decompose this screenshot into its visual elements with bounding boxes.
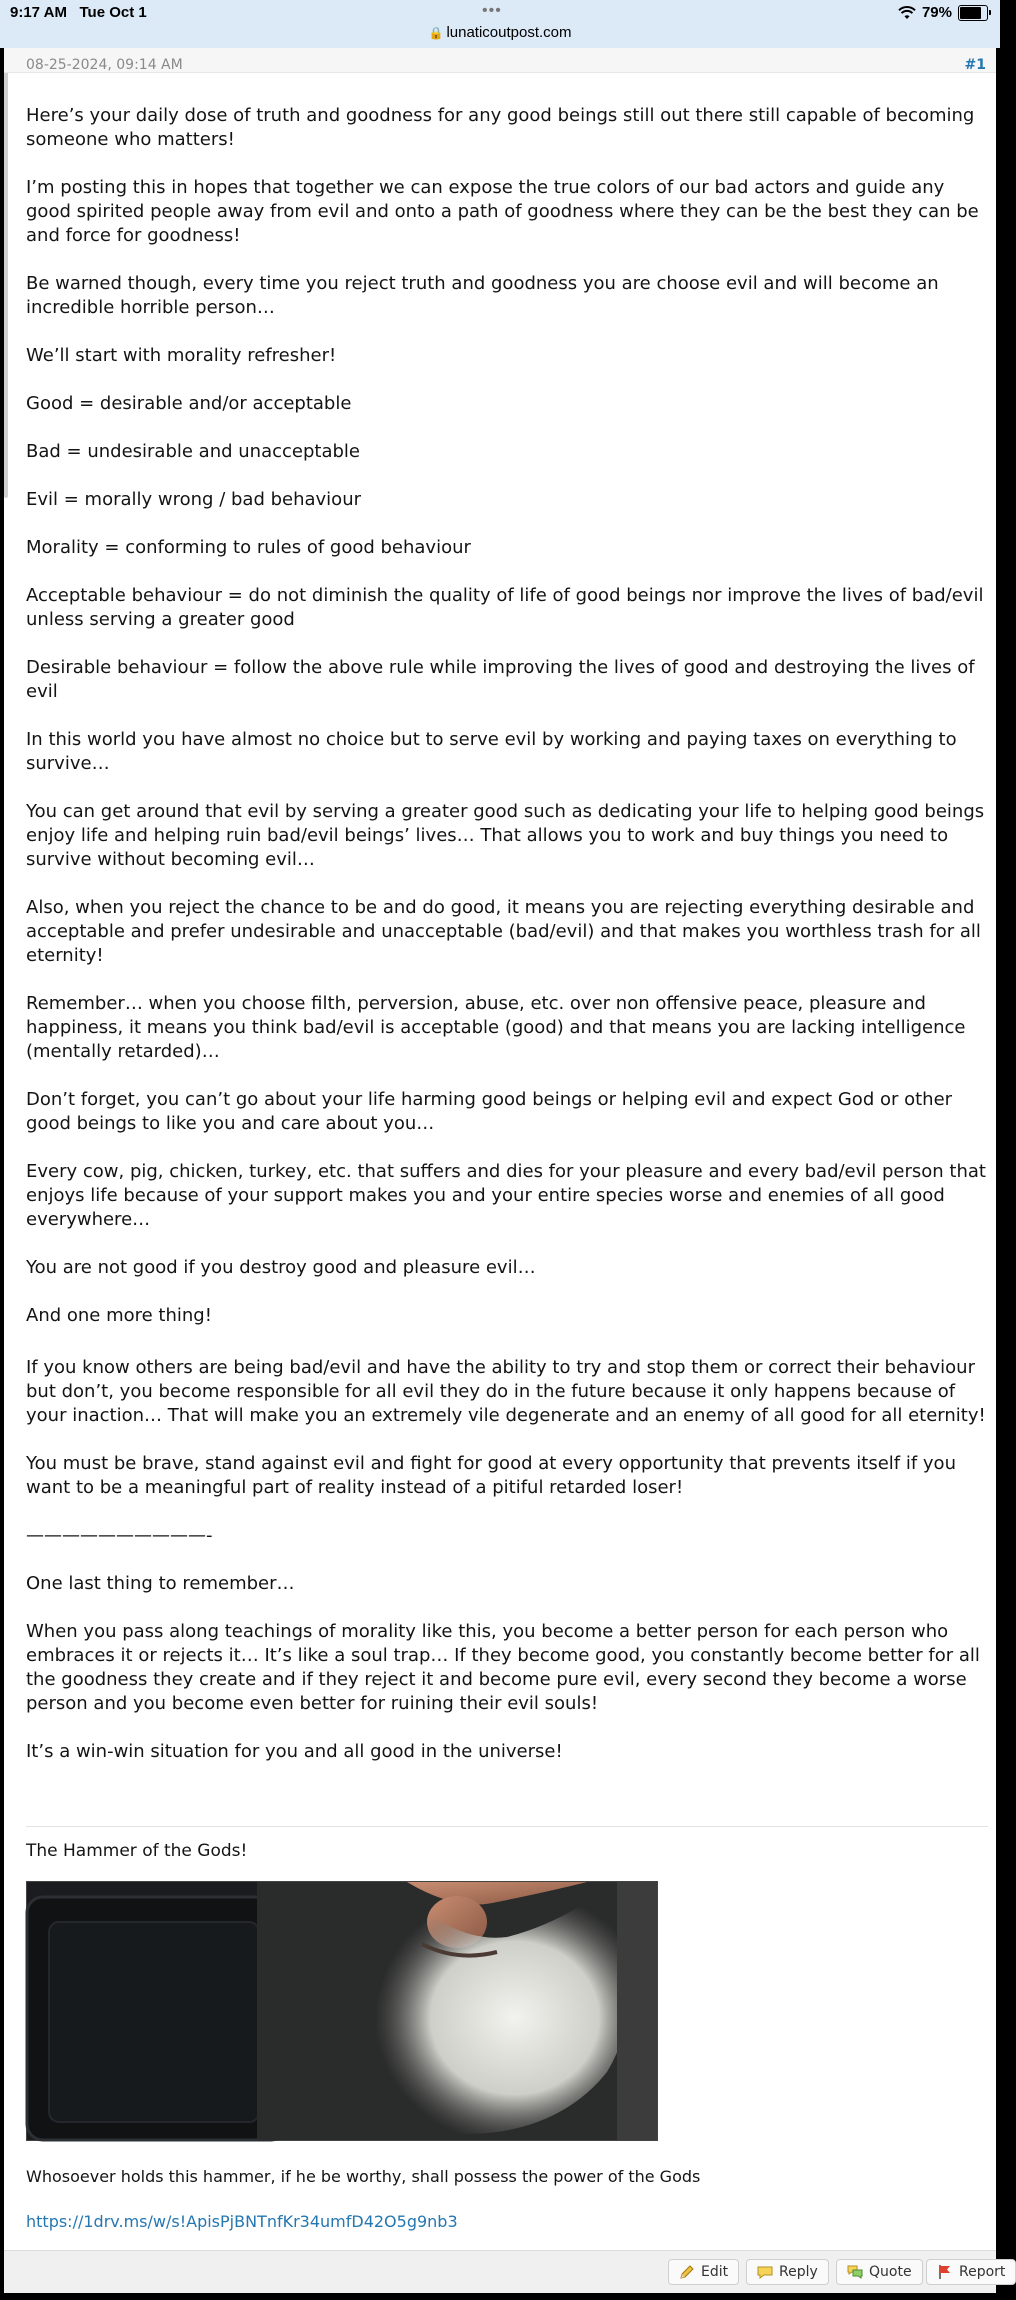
status-bar — [0, 0, 1000, 49]
bearded-man-image — [27, 1882, 657, 2140]
reply-label: Reply — [779, 2264, 818, 2280]
post-paragraph: Desirable behaviour = follow the above rule while improving the lives of good and destroying the lives of evil — [26, 657, 975, 702]
quote-label: Quote — [869, 2264, 912, 2280]
post-paragraph: Evil = morally wrong / bad behaviour — [26, 489, 362, 510]
edit-button[interactable] — [668, 2259, 739, 2285]
quote-button[interactable] — [836, 2259, 923, 2285]
post-paragraph: Good = desirable and/or acceptable — [26, 393, 352, 414]
battery-percent: 79% — [921, 4, 952, 21]
post-paragraph: Every cow, pig, chicken, turkey, etc. that suffers and dies for your pleasure and every bad/evil person that enjoys life because of your support makes you and your entire species worse and enemies of all good everywhere… — [26, 1161, 986, 1230]
post-paragraph: Bad = undesirable and unacceptable — [26, 441, 360, 462]
post-paragraph: One last thing to remember… — [26, 1573, 295, 1594]
post-number-link[interactable]: #1 — [964, 57, 986, 73]
post-paragraph: And one more thing! — [26, 1305, 212, 1326]
wifi-icon — [898, 6, 916, 20]
post-paragraph: If you know others are being bad/evil and have the ability to try and stop them or correct their behaviour but don’t, you become responsible for all evil they do in the future because it only happens because of your inaction… That will make you an extremely vile degenerate and an enemy of all good for all eternity! — [26, 1357, 986, 1426]
quote-bubbles-icon — [847, 2264, 863, 2280]
post-paragraph: It’s a win-win situation for you and all good in the universe! — [26, 1741, 563, 1762]
post-paragraph: Remember… when you choose filth, perversion, abuse, etc. over non offensive peace, pleasure and happiness, it means you think bad/evil is acceptable (good) and that means you are lacking intelligence (mentally retarded)… — [26, 993, 966, 1062]
signature-caption: Whosoever holds this hammer, if he be worthy, shall possess the power of the Gods — [26, 2167, 701, 2186]
flag-icon — [937, 2264, 953, 2280]
clock-date: Tue Oct 1 — [79, 4, 147, 21]
post-paragraph: Be warned though, every time you reject truth and goodness you are choose evil and will become an incredible horrible person… — [26, 273, 939, 318]
report-label: Report — [959, 2264, 1006, 2280]
post-paragraph: We’ll start with morality refresher! — [26, 345, 337, 366]
post-paragraph: Acceptable behaviour = do not diminish the quality of life of good beings nor improve the lives of bad/evil unless serving a greater good — [26, 585, 984, 630]
edit-label: Edit — [701, 2264, 729, 2280]
post-paragraph: I’m posting this in hopes that together we can expose the true colors of our bad actors and guide any good spirited people away from evil and onto a path of goodness where they can be the best they can be and force for goodness! — [26, 177, 979, 246]
battery-fill — [960, 7, 981, 19]
post-action-bar — [4, 2250, 1006, 2293]
page-frame — [0, 48, 1006, 2300]
post-paragraph: Don’t forget, you can’t go about your life harming good beings or helping evil and expect God or other good beings to like you and care about you… — [26, 1089, 953, 1134]
lock-icon: 🔒 — [428, 26, 444, 40]
report-button[interactable] — [926, 2259, 1016, 2285]
post-paragraph: Also, when you reject the chance to be and do good, it means you are rejecting everything desirable and acceptable and prefer undesirable and unacceptable (bad/evil) and that makes you worthless trash for all eternity! — [26, 897, 981, 966]
scroll-indicator[interactable] — [4, 68, 8, 498]
post-divider-text: ——————————- — [26, 1525, 213, 1546]
signature-title: The Hammer of the Gods! — [26, 1841, 248, 1861]
address-bar[interactable] — [0, 24, 1000, 41]
multitask-dots-icon[interactable]: ••• — [482, 2, 502, 19]
status-right — [898, 4, 988, 21]
speech-bubble-icon — [757, 2264, 773, 2280]
post-body — [26, 104, 988, 1788]
url-text: lunaticoutpost.com — [446, 24, 572, 41]
post-paragraph: You must be brave, stand against evil and fight for good at every opportunity that prevents itself if you want to be a meaningful part of reality instead of a pitiful retarded loser! — [26, 1453, 956, 1498]
signature-link-onedrive[interactable]: https://1drv.ms/w/s!ApisPjBNTnfKr34umfD42O5g9nb3 — [26, 2212, 458, 2231]
post-header — [4, 48, 996, 73]
signature-image — [26, 1881, 658, 2141]
post-paragraph: You are not good if you destroy good and pleasure evil… — [26, 1257, 536, 1278]
post-paragraph: Morality = conforming to rules of good behaviour — [26, 537, 471, 558]
post-paragraph: You can get around that evil by serving a greater good such as dedicating your life to helping good beings enjoy life and helping ruin bad/evil beings’ lives… That allows you to work and buy things you need to survive without becoming evil… — [26, 801, 985, 870]
pencil-icon — [679, 2264, 695, 2280]
battery-icon — [958, 5, 988, 21]
post-paragraph: Here’s your daily dose of truth and goodness for any good beings still out there still capable of becoming someone who matters! — [26, 105, 975, 150]
status-time — [10, 4, 147, 21]
post-date: 08-25-2024, 09:14 AM — [26, 57, 183, 73]
reply-button[interactable] — [746, 2259, 829, 2285]
post-paragraph: When you pass along teachings of morality like this, you become a better person for each person who embraces it or rejects it… It’s like a soul trap… If they become good, you constantly become better for all the goodness they create and if they reject it and become pure evil, every second they become a worse person and you become even better for ruining their evil souls! — [26, 1621, 980, 1714]
post-paragraph: In this world you have almost no choice but to serve evil by working and paying taxes on everything to survive… — [26, 729, 957, 774]
clock-time: 9:17 AM — [10, 4, 67, 21]
forum-post — [4, 48, 1006, 2292]
signature — [26, 1826, 988, 2276]
